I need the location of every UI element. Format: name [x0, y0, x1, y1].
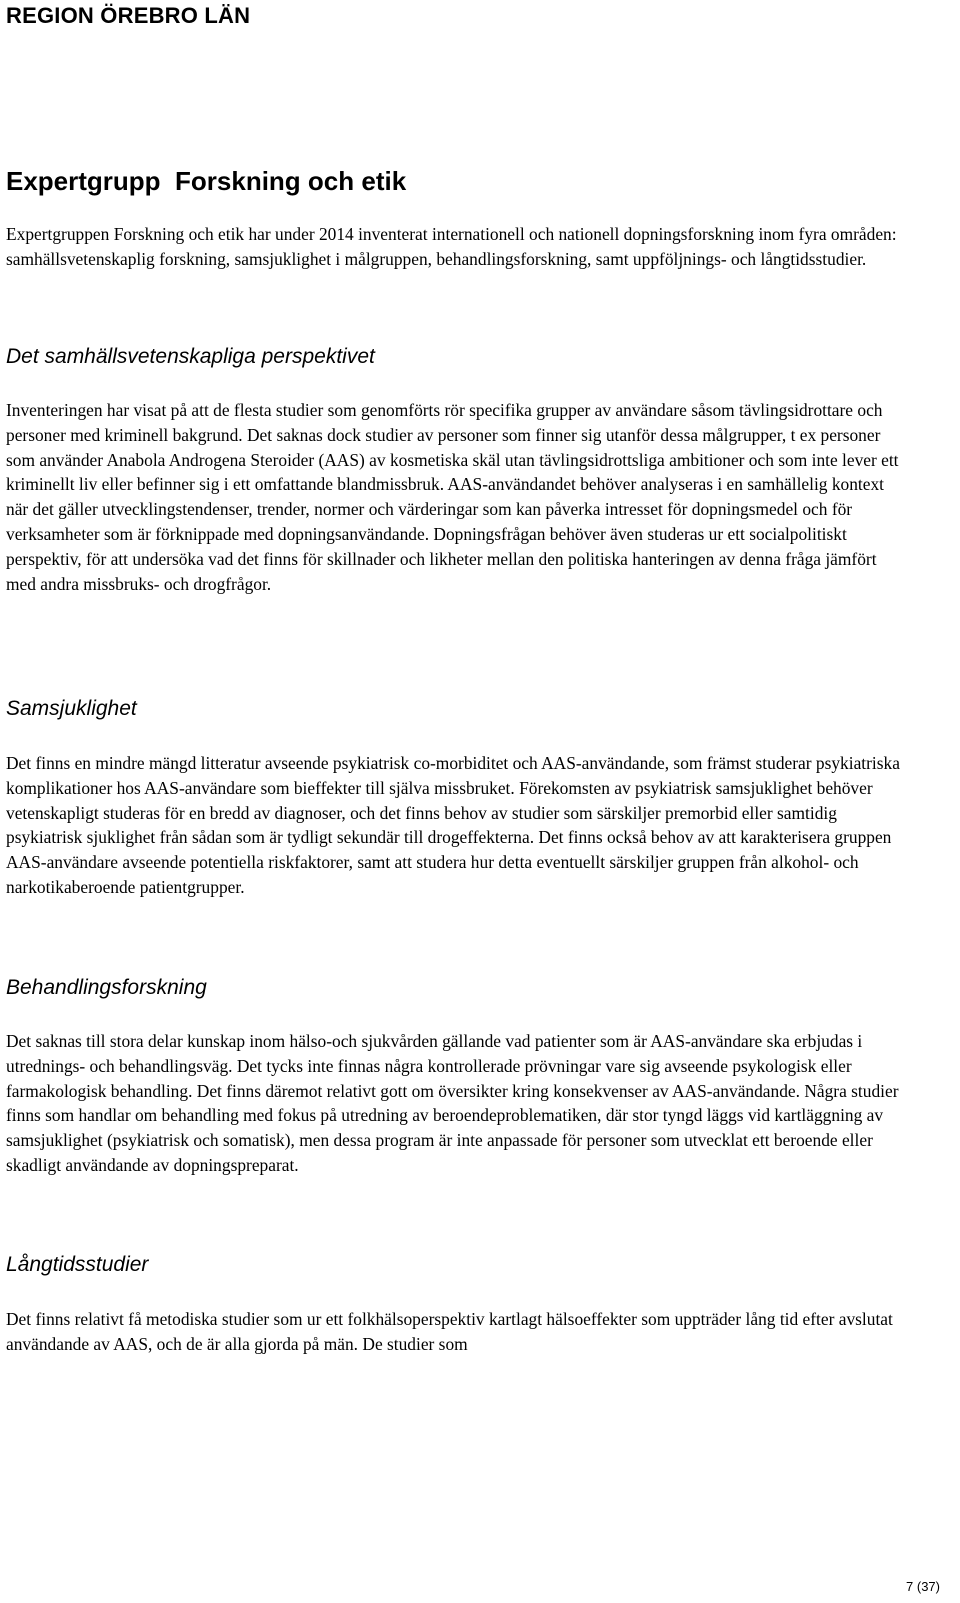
section-heading-social-science: Det samhällsvetenskapliga perspektivet	[6, 345, 375, 368]
section-heading-comorbidity: Samsjuklighet	[6, 697, 137, 720]
section-heading-treatment-research: Behandlingsforskning	[6, 976, 207, 999]
section-text-comorbidity: Det finns en mindre mängd litteratur avseende psykiatrisk co-morbiditet och AAS-användande, som främst studerar psykiatriska komplikationer hos AAS-användare som bieffekter till själva missbruket. Förekomsten av psykiatrisk samsjuklighet behöver vetenskapligt studeras för en bredd av diagnoser, och det finns behov av studier som särskiljer premorbid eller samtidig psykiatrisk sjuklighet från sådan som är tydligt sekundär till drogeffekterna. Det finns också behov av att karakterisera gruppen AAS-användare avseende potentiella riskfaktorer, samt att studera hur detta eventuellt särskiljer gruppen från alkohol- och narkotikaberoende patientgrupper.	[6, 753, 900, 897]
document-title: Expertgrupp Forskning och etik	[6, 166, 414, 196]
section-heading-long-term-studies: Långtidsstudier	[6, 1253, 149, 1276]
section-text-long-term-studies: Det finns relativt få metodiska studier som ur ett folkhälsoperspektiv kartlagt hälsoeffekter som uppträder lång tid efter avslutat användande av AAS, och de är alla gjorda på män. De studier som	[6, 1309, 893, 1354]
page-number: 7 (37)	[906, 1579, 940, 1594]
intro-paragraph: Expertgruppen Forskning och etik har under 2014 inventerat internationell och nationell dopningsforskning inom fyra områden: samhällsvetenskaplig forskning, samsjuklighet i målgruppen, behandlingsforskning, samt uppföljnings- och långtidsstudier.	[6, 224, 897, 269]
section-text-treatment-research: Det saknas till stora delar kunskap inom hälso-och sjukvården gällande vad patienter som är AAS-användare ska erbjudas i utrednings- och behandlingsväg. Det tycks inte finnas några kontrollerade prövningar vare sig avseende psykologisk eller farmakologisk behandling. Det finns däremot relativt gott om översikter kring konsekvenser av AAS-användande. Några studier finns som handlar om behandling med fokus på utredning av beroendeproblematiken, där stor tyngd läggs vid kartläggning av samsjuklighet (psykiatrisk och somatisk), men dessa program är inte anpassade för personer som utvecklat ett beroende eller skadligt användande av dopningspreparat.	[6, 1031, 899, 1175]
section-text-social-science: Inventeringen har visat på att de flesta studier som genomförts rör specifika grupper av användare såsom tävlingsidrottare och personer med kriminell bakgrund. Det saknas dock studier av personer som finner sig utanför dessa målgrupper, t ex personer som använder Anabola Androgena Steroider (AAS) av kosmetiska skäl utan tävlingsidrottsliga ambitioner och som inte lever ett kriminellt liv eller befinner sig i ett omfattande blandmissbruk. AAS-användandet behöver analyseras i en samhällelig kontext när det gäller utvecklingstendenser, trender, normer och värderingar som kan påverka intresset för dopningsmedel och för verksamheter som är förknippade med dopningsanvändande. Dopningsfrågan behöver även studeras ur ett socialpolitiskt perspektiv, för att undersöka vad det finns för skillnader och likheter mellan den politiska hanteringen av denna fråga jämfört med andra missbruks- och drogfrågor.	[6, 400, 899, 594]
organization-header: REGION ÖREBRO LÄN	[6, 3, 251, 28]
